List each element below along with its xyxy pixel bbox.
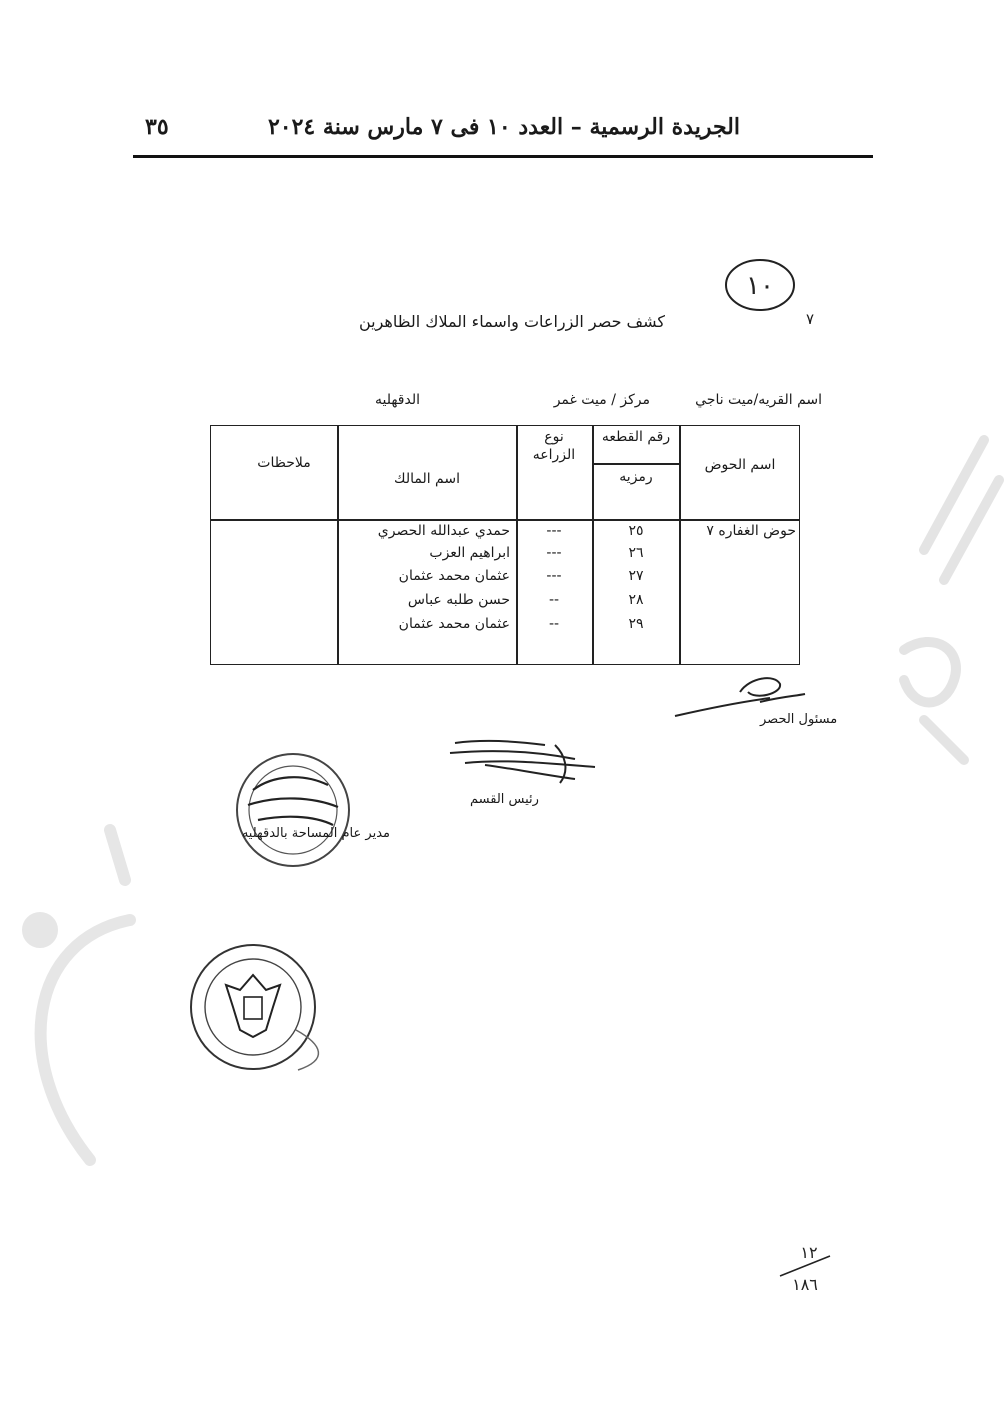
governorate-name: الدقهليه [374, 392, 420, 408]
watermark-right-graphic [864, 420, 1004, 820]
parcel-number: ٢٦ [628, 545, 644, 561]
official-round-stamp [233, 745, 353, 875]
parcel-number: ٢٧ [628, 568, 644, 584]
header-rule [133, 155, 873, 158]
crop-type: --- [546, 545, 562, 561]
header-crop-type-line1: نوع [544, 429, 564, 445]
circled-document-number [722, 256, 798, 314]
owner-name: ابراهيم العزب [429, 545, 510, 561]
header-parcel-number: رقم القطعه [601, 429, 671, 445]
parcel-number: ٢٩ [628, 616, 644, 632]
parcel-number: ٢٥ [628, 523, 644, 539]
section-head-label: رئيس القسم [470, 792, 539, 807]
watermark-left-graphic [0, 800, 140, 1180]
owner-name: حمدي عبدالله الحصري [377, 523, 510, 539]
crop-type: --- [546, 523, 562, 539]
crop-type: -- [548, 592, 560, 608]
owner-name: عثمان محمد عثمان [398, 568, 510, 584]
circled-number-text: ١٠ [746, 271, 774, 301]
owner-name: عثمان محمد عثمان [398, 616, 510, 632]
header-crop-type-line2: الزراعه [532, 447, 576, 463]
header-notes: ملاحظات [257, 455, 311, 471]
survey-table [210, 425, 800, 665]
handwritten-page-annotation [775, 1238, 835, 1298]
page-number: ٣٥ [145, 114, 169, 140]
document-title: كشف حصر الزراعات واسماء الملاك الظاهرين [358, 312, 665, 331]
document-number: ٧ [806, 310, 815, 328]
header-basin: اسم الحوض [704, 457, 776, 473]
annotation-top-text: ١٢ [800, 1243, 818, 1262]
basin-name: حوض الغفاره ٧ [706, 523, 796, 539]
eagle-seal-emblem [178, 935, 328, 1080]
manager-label: مدير عام المساحة بالدقهليه [241, 826, 390, 841]
survey-officer-label: مسئول الحصر [760, 712, 838, 727]
annotation-bottom-text: ١٨٦ [792, 1275, 818, 1294]
section-head-signature [445, 735, 605, 790]
running-header-title: الجريدة الرسمية – العدد ١٠ فى ٧ مارس سنة ٢٠٢٤ [267, 114, 740, 140]
header-parcel-code: رمزيه [619, 469, 653, 485]
owner-name: حسن طلبه عباس [407, 592, 510, 608]
parcel-number: ٢٨ [628, 592, 644, 608]
crop-type: -- [548, 616, 560, 632]
center-name: مركز / ميت غمر [553, 392, 650, 408]
crop-type: --- [546, 568, 562, 584]
header-owner: اسم المالك [394, 471, 460, 487]
village-name: اسم القريه/ميت ناجي [695, 392, 822, 408]
